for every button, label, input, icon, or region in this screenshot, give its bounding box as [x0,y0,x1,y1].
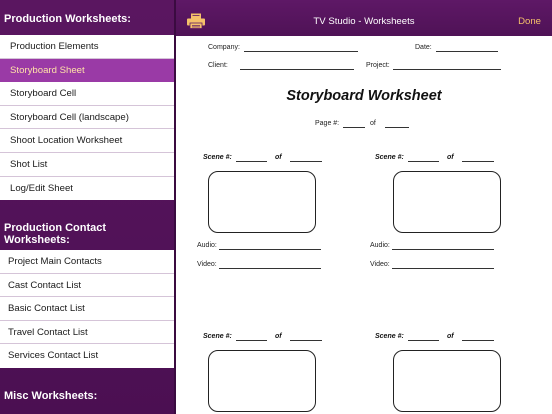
done-button[interactable]: Done [518,16,541,27]
video-line [392,268,494,269]
sidebar-item-log-edit-sheet[interactable]: Log/Edit Sheet [10,182,73,194]
scene-label: Scene #: [375,154,404,161]
audio-label: Audio: [370,242,390,249]
storyboard-frame [208,171,316,233]
scene-line [236,161,267,162]
sidebar-item-production-elements[interactable]: Production Elements [0,35,174,59]
scene-total-line [462,340,494,341]
scene-of-label: of [275,154,282,161]
video-label: Video: [197,261,217,268]
production-worksheets-list [0,35,174,200]
page-number-line [343,127,365,128]
sidebar-item-travel-contact-list[interactable]: Travel Contact List [0,321,174,345]
audio-line [392,249,494,250]
company-line [244,51,358,52]
sidebar-item-cast-contact-list[interactable]: Cast Contact List [0,274,174,298]
contact-worksheets-list [0,250,174,368]
sidebar-item-basic-contact-list[interactable]: Basic Contact List [0,297,174,321]
sidebar-item-storyboard-cell-landscape[interactable]: Storyboard Cell (landscape) [0,106,174,130]
scene-total-line [462,161,494,162]
page-total-line [385,127,409,128]
audio-line [219,249,321,250]
sidebar-item-shoot-location-worksheet[interactable]: Shoot Location Worksheet [0,129,174,153]
client-line [240,69,354,70]
production-worksheets-header: Production Worksheets: [4,13,131,25]
date-line [436,51,498,52]
misc-worksheets-header: Misc Worksheets: [4,390,98,402]
sidebar-item-services-contact-list[interactable]: Services Contact List [8,350,99,362]
storyboard-frame [208,350,316,412]
video-line [219,268,321,269]
sidebar-item-storyboard-cell[interactable]: Storyboard Cell [0,82,174,106]
page-title: TV Studio - Worksheets [313,16,415,27]
video-label: Video: [370,261,390,268]
scene-label: Scene #: [203,333,232,340]
sidebar-item-shot-list[interactable]: Shot List [0,153,174,177]
scene-line [408,340,439,341]
scene-of-label: of [275,333,282,340]
scene-label: Scene #: [375,333,404,340]
sidebar-item-project-main-contacts[interactable]: Project Main Contacts [0,250,174,274]
scene-line [408,161,439,162]
production-contact-worksheets-header: Production Contact Worksheets: [4,222,107,246]
worksheet-title: Storyboard Worksheet [286,88,442,104]
client-label: Client: [208,62,228,69]
company-label: Company: [208,44,240,51]
scene-of-label: of [447,154,454,161]
page-number-label: Page #: [315,120,340,127]
scene-of-label: of [447,333,454,340]
date-label: Date: [415,44,432,51]
storyboard-frame [393,171,501,233]
audio-label: Audio: [197,242,217,249]
scene-total-line [290,161,322,162]
scene-line [236,340,267,341]
page-of-label: of [370,120,376,127]
project-line [393,69,501,70]
scene-total-line [290,340,322,341]
worksheet-document [176,36,552,414]
sidebar [0,0,174,414]
navigation-bar [176,0,552,36]
storyboard-frame [393,350,501,412]
sidebar-item-storyboard-sheet[interactable]: Storyboard Sheet [0,59,174,83]
scene-label: Scene #: [203,154,232,161]
project-label: Project: [366,62,390,69]
